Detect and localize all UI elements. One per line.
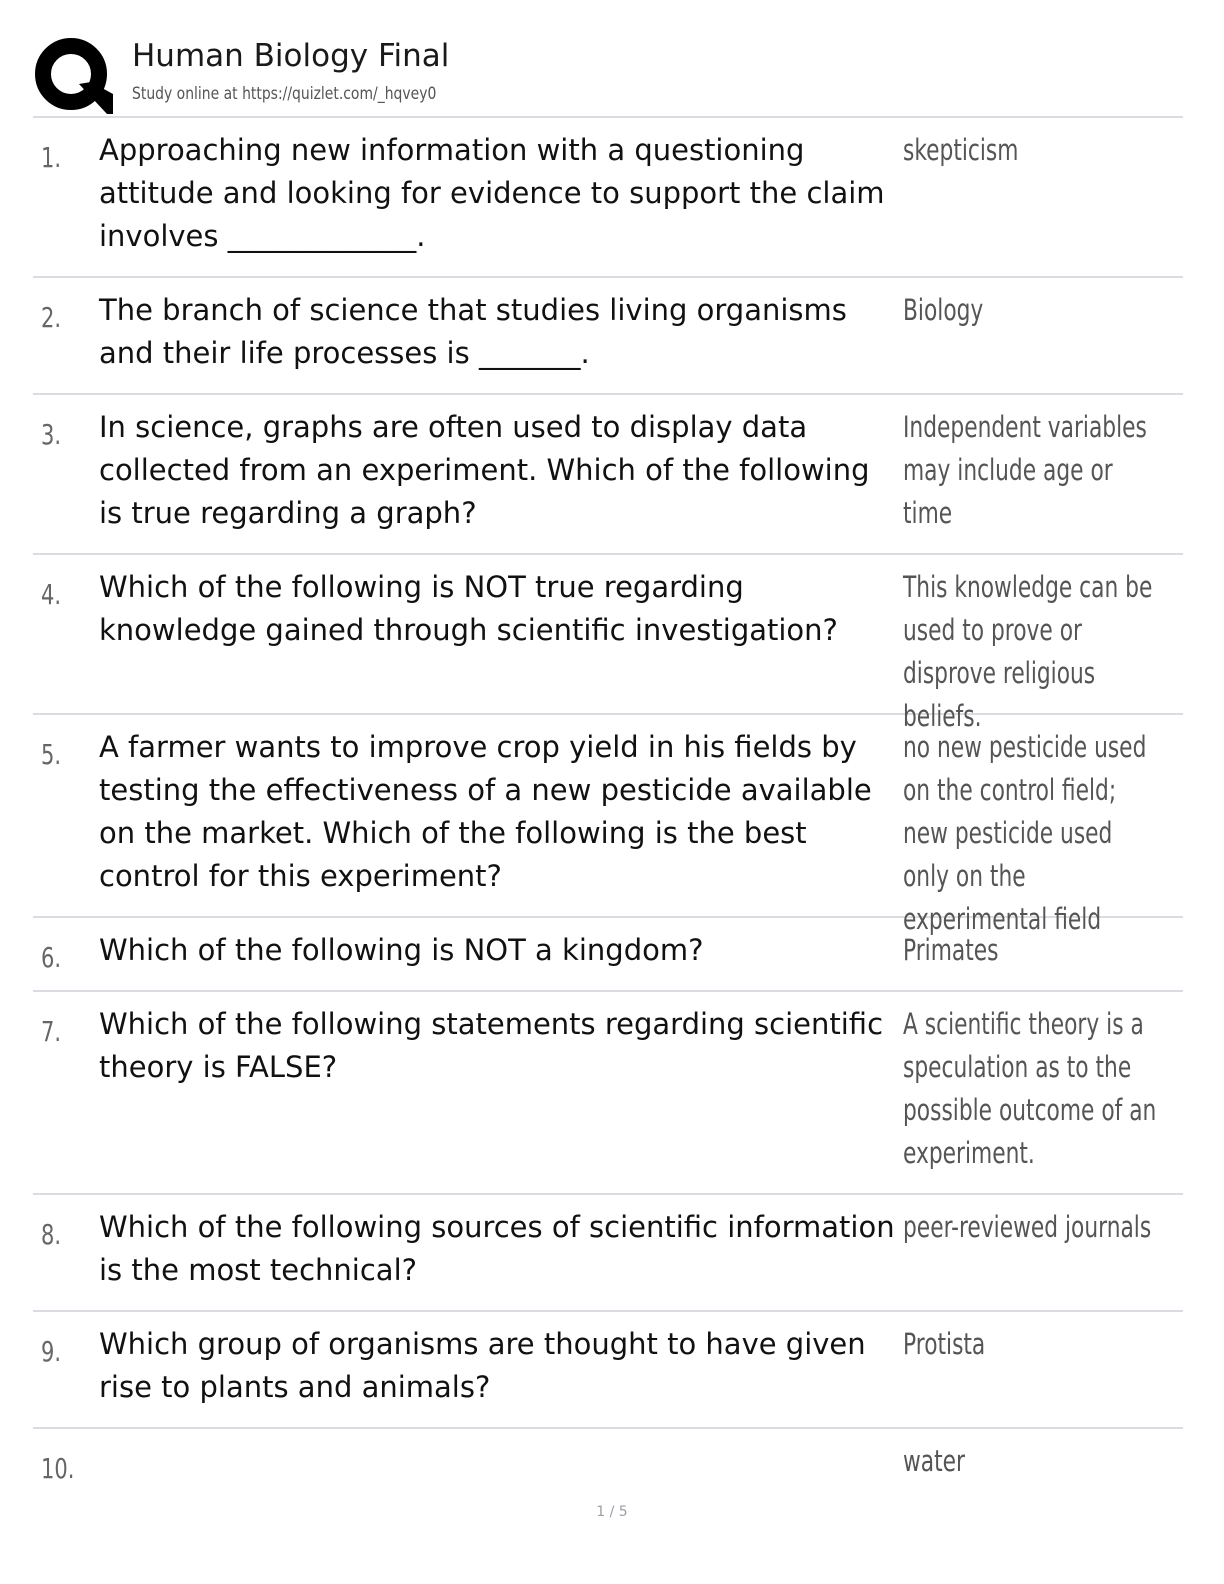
quizlet-q-logo-icon xyxy=(33,34,113,114)
card-definition: no new pesticide used on the control field; new pesticide used only on the experimental field xyxy=(903,730,1147,936)
flashcard-9 xyxy=(33,1312,1183,1429)
card-number: 8. xyxy=(41,1218,62,1251)
flashcard-10 xyxy=(33,1429,1183,1501)
flashcard-7 xyxy=(33,992,1183,1195)
document-header xyxy=(33,34,1183,114)
card-definition: water xyxy=(903,1444,965,1478)
card-term: A farmer wants to improve crop yield in his fields by testing the effectiveness of a new pesticide available on the market. Which of the following is the best control for this experiment? xyxy=(99,730,872,893)
page-number: 1 / 5 xyxy=(596,1504,628,1520)
flashcard-3 xyxy=(33,395,1183,555)
flashcard-2 xyxy=(33,278,1183,395)
card-term: Which of the following statements regarding scientific theory is FALSE? xyxy=(99,1007,884,1084)
card-number: 10. xyxy=(41,1452,75,1485)
flashcard-6 xyxy=(33,918,1183,992)
card-term: Which of the following is NOT true regarding knowledge gained through scientific investigation? xyxy=(99,570,838,647)
card-number: 1. xyxy=(41,141,62,174)
card-number: 3. xyxy=(41,418,62,451)
card-term: Which of the following is NOT a kingdom? xyxy=(99,933,704,967)
card-term: Which group of organisms are thought to have given rise to plants and animals? xyxy=(99,1327,866,1404)
card-number: 6. xyxy=(41,941,62,974)
card-definition: Primates xyxy=(903,933,999,967)
card-term: Which of the following sources of scientific information is the most technical? xyxy=(99,1210,895,1287)
flashcard-list xyxy=(33,118,1183,1501)
card-term: Approaching new information with a questioning attitude and looking for evidence to support the claim involves _____________. xyxy=(99,133,885,253)
card-definition: Independent variables may include age or time xyxy=(903,410,1147,530)
card-definition: peer-reviewed journals xyxy=(903,1210,1152,1244)
card-term: In science, graphs are often used to display data collected from an experiment. Which of the following is true regarding a graph? xyxy=(99,410,870,530)
document-title: Human Biology Final xyxy=(132,38,450,74)
flashcard-8 xyxy=(33,1195,1183,1312)
card-number: 9. xyxy=(41,1335,62,1368)
card-term: The branch of science that studies living organisms and their life processes is _______. xyxy=(99,293,847,370)
card-definition: This knowledge can be used to prove or disprove religious beliefs. xyxy=(903,570,1153,733)
card-definition: Biology xyxy=(903,293,984,327)
card-definition: A scientific theory is a speculation as to the possible outcome of an experiment. xyxy=(903,1007,1157,1170)
flashcard-1 xyxy=(33,118,1183,278)
card-number: 5. xyxy=(41,738,62,771)
card-definition: Protista xyxy=(903,1327,986,1361)
card-number: 7. xyxy=(41,1015,62,1048)
study-online-link[interactable]: Study online at https://quizlet.com/_hqvey0 xyxy=(132,84,437,104)
card-number: 4. xyxy=(41,578,62,611)
flashcard-5 xyxy=(33,715,1183,936)
card-number: 2. xyxy=(41,301,62,334)
card-definition: skepticism xyxy=(903,133,1019,167)
flashcard-4 xyxy=(33,555,1183,733)
